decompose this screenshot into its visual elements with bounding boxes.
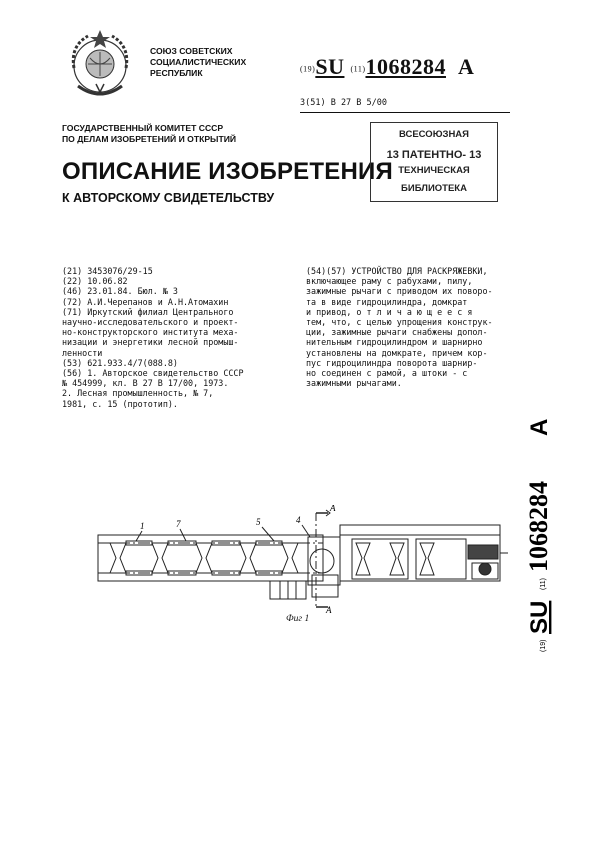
abstract-line: включающее раму с рабухами, пилу, — [306, 276, 473, 287]
abstract-line: пус гидроцилиндра поворота шарнир- — [306, 357, 478, 368]
ussr-emblem — [62, 28, 138, 108]
state-line: СОЮЗ СОВЕТСКИХ — [150, 46, 233, 56]
patent-number: 1068284 — [365, 54, 446, 79]
library-stamp — [370, 122, 498, 202]
biblio-line: (72) А.И.Черепанов и А.Н.Атомахин — [62, 296, 229, 307]
vertical-patent-number — [515, 404, 555, 654]
abstract-line: нительным гидроцилиндром и шарнирно — [306, 337, 483, 348]
biblio-line: но-конструкторского института меха- — [62, 327, 239, 338]
biblio-line: (46) 23.01.84. Бюл. № 3 — [62, 286, 178, 297]
saw-unit — [270, 537, 340, 599]
figure-1-drawing — [90, 505, 510, 615]
state-line: РЕСПУБЛИК — [150, 68, 203, 78]
section-mark-top: А — [330, 505, 336, 513]
inid-code-11: (11) — [350, 64, 366, 74]
conveyor-rollers — [110, 541, 298, 575]
biblio-line: (22) 10.06.82 — [62, 276, 128, 287]
biblio-line: (56) 1. Авторское свидетельство СССР — [62, 368, 244, 379]
abstract-line: зажимные рычаги с приводом их поворо- — [306, 286, 493, 297]
committee — [62, 123, 236, 145]
callout-5: 5 — [256, 517, 261, 527]
abstract-line: установлены на домкрате, причем кор- — [306, 347, 488, 358]
callout-1: 1 — [140, 521, 145, 531]
state-line: СОЦИАЛИСТИЧЕСКИХ — [150, 57, 247, 67]
conveyor-frame — [98, 535, 323, 581]
abstract-line: тем, что, с целью упрощения конструк- — [306, 317, 493, 328]
vertical-country: SU — [526, 600, 553, 634]
country-code: SU — [315, 54, 345, 79]
biblio-line: (71) Иркутский филиал Центрального — [62, 306, 234, 317]
biblio-line: ленности — [62, 347, 103, 358]
vertical-number: 1068284 — [524, 481, 553, 572]
biblio-line: 1981, с. 15 (прототип). — [62, 398, 178, 409]
biblio-line: научно-исследовательского и проект- — [62, 317, 239, 328]
state-name — [150, 46, 246, 79]
biblio-line: (21) 3453076/29-15 — [62, 266, 153, 276]
callout-7: 7 — [176, 519, 181, 529]
callout-4: 4 — [296, 515, 301, 525]
vertical-kind: A — [526, 418, 553, 436]
committee-line: ГОСУДАРСТВЕННЫЙ КОМИТЕТ СССР — [62, 123, 224, 133]
ipc-underline — [300, 112, 510, 113]
abstract-line: (54)(57) УСТРОЙСТВО ДЛЯ РАСКРЯЖЕВКИ, — [306, 266, 488, 276]
kind-code: A — [457, 54, 475, 79]
bibliographic-data — [62, 266, 290, 409]
biblio-line: (53) 621.933.4/7(088.8) — [62, 357, 178, 368]
vertical-code-19: (19) — [540, 639, 547, 652]
ipc-class: 3(51) В 27 В 5/00 — [300, 98, 387, 108]
inid-code-19: (19) — [300, 64, 316, 74]
abstract-line: зажимными рычагами. — [306, 378, 402, 389]
stamp-line: БИБЛИОТЕКА — [401, 183, 467, 194]
section-mark-bottom: А — [326, 605, 332, 615]
committee-line: ПО ДЕЛАМ ИЗОБРЕТЕНИЙ И ОТКРЫТИЙ — [62, 134, 237, 144]
stamp-line: ТЕХНИЧЕСКАЯ — [398, 165, 470, 176]
stamp-line: 13 ПАТЕНТНО- 13 — [386, 149, 482, 161]
biblio-line: № 454999, кл. В 27 В 17/00, 1973. — [62, 378, 229, 389]
abstract-line: та в виде гидроцилиндра, домкрат — [306, 296, 468, 307]
biblio-line: 2. Лесная промышленность, № 7, — [62, 388, 214, 399]
document-subtitle: К АВТОРСКОМУ СВИДЕТЕЛЬСТВУ — [62, 191, 275, 205]
abstract-line: и привод, о т л и ч а ю щ е е с я — [306, 306, 473, 317]
patent-number-block — [300, 54, 474, 80]
stamp-line: ВСЕСОЮЗНАЯ — [398, 129, 469, 140]
document-title: ОПИСАНИЕ ИЗОБРЕТЕНИЯ — [62, 158, 393, 185]
abstract — [306, 266, 546, 388]
abstract-line: но соединен с рамой, а штоки - с — [306, 368, 468, 379]
abstract-line: ции, зажимные рычаги снабжены допол- — [306, 327, 488, 338]
vertical-code-11: (11) — [540, 578, 547, 590]
clamp-unit — [340, 525, 508, 581]
biblio-line: низации и энергетики лесной промыш- — [62, 337, 239, 348]
figure-label: Фиг 1 — [286, 614, 310, 624]
